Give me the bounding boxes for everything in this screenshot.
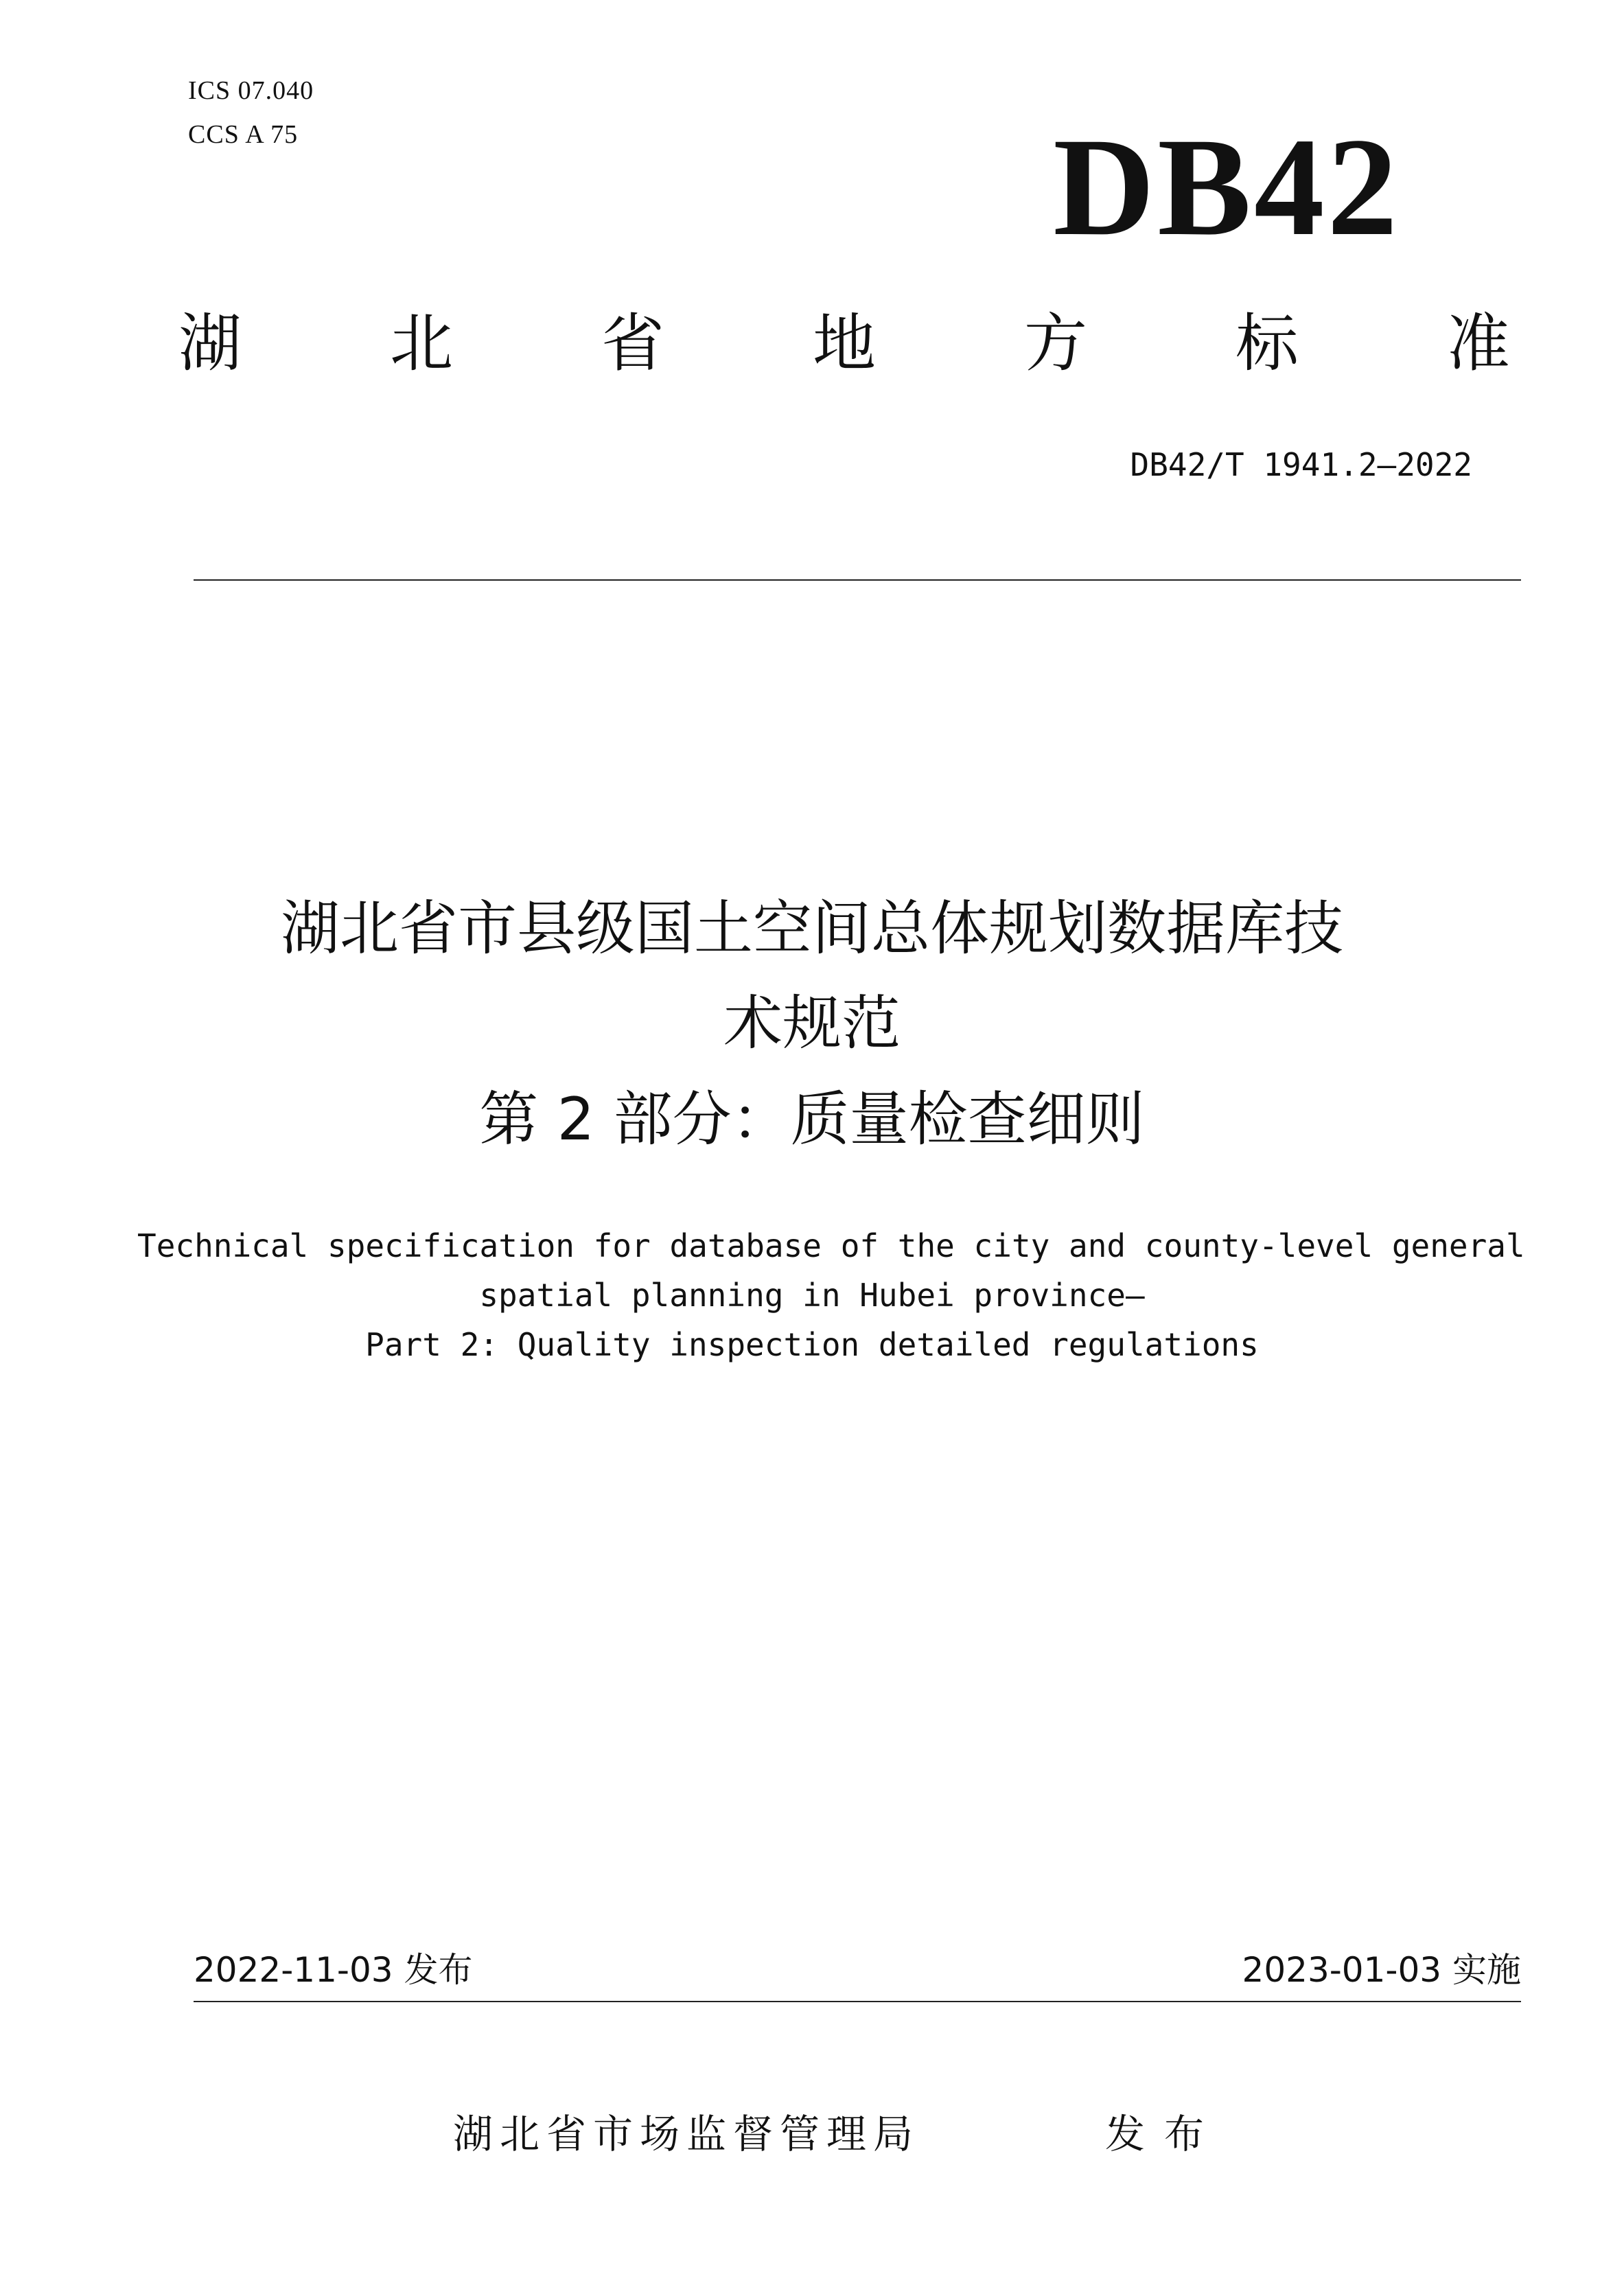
standard-type-char: 标 [1235, 307, 1299, 380]
implementation-date: 2023-01-03 实施 [1242, 1950, 1521, 1990]
standard-type-char: 方 [1023, 307, 1087, 380]
issuing-authority: 湖北省市场监督管理局 [453, 2111, 920, 2157]
ccs-code: CCS A 75 [188, 120, 299, 149]
title-cn-line-3: 第 2 部分：质量检查细则 [479, 1085, 1145, 1154]
standard-type-char: 北 [389, 307, 453, 380]
issue-date: 2022-11-03 发布 [194, 1950, 473, 1990]
standard-type-char: 地 [812, 307, 876, 380]
title-en-line-2: spatial planning in Hubei province— [479, 1277, 1145, 1314]
standard-number: DB42/T 1941.2—2022 [1130, 446, 1472, 483]
issue-action: 发布 [1105, 2111, 1224, 2157]
title-cn-line-2: 术规范 [723, 989, 901, 1058]
standard-type-char: 准 [1446, 307, 1510, 380]
standard-prefix-logo: DB42 [1053, 109, 1400, 265]
standard-type-heading [178, 307, 1510, 380]
title-cn-line-1: 湖北省市县级国土空间总体规划数据库技 [281, 894, 1343, 963]
ics-code: ICS 07.040 [188, 76, 314, 105]
standard-type-char: 湖 [178, 307, 242, 380]
title-en-line-1: Technical specification for database of the city and county-level general [137, 1227, 1525, 1264]
title-en-line-3: Part 2: Quality inspection detailed regulations [365, 1326, 1259, 1363]
top-divider [194, 579, 1521, 581]
standard-type-char: 省 [601, 307, 664, 380]
bottom-divider [194, 2001, 1521, 2002]
